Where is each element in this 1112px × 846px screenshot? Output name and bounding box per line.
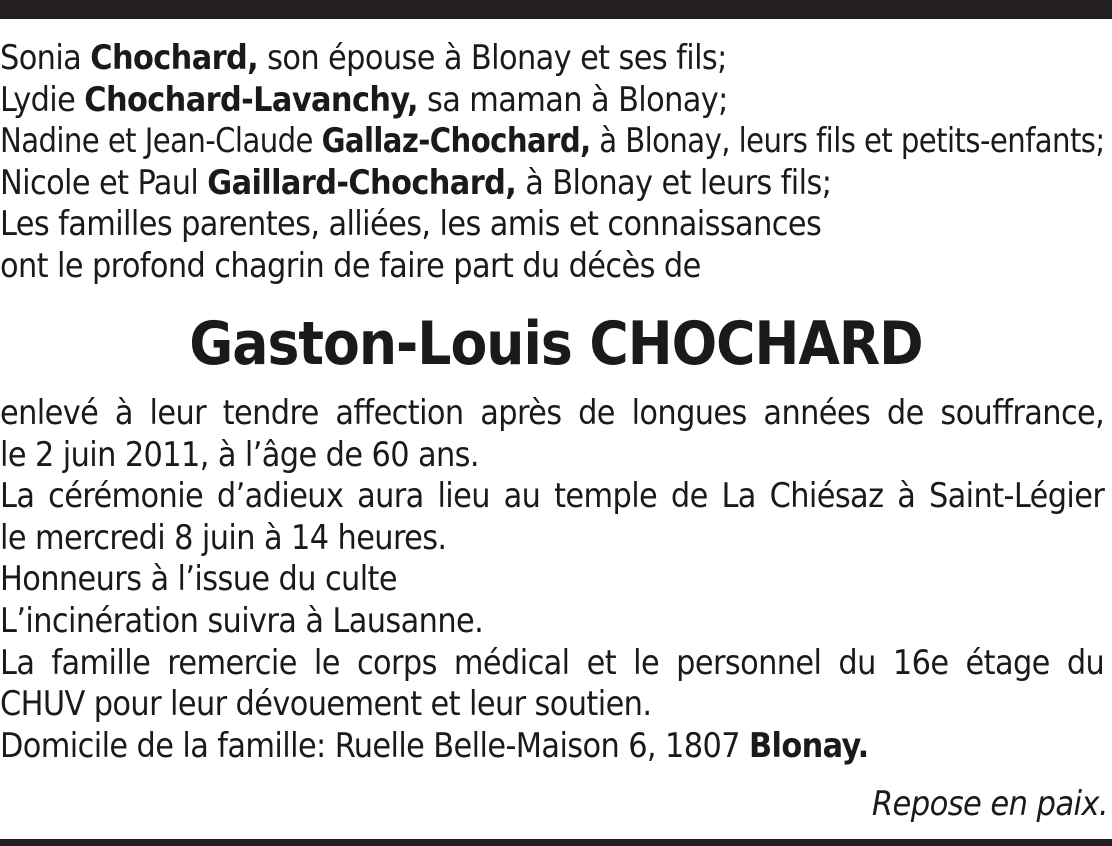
- family-line: [0, 38, 1104, 80]
- body-line: enlevé à leur tendre affection après de longues années de souffrance,: [0, 393, 1105, 433]
- family-name: Chochard-Lavanchy,: [84, 79, 418, 120]
- address-town: Blonay.: [748, 725, 869, 766]
- body-line: La famille remercie le corps médical et le personnel du 16e étage du: [0, 642, 1105, 683]
- address-text: Domicile de la famille: Ruelle Belle-Maison 6, 1807: [0, 725, 749, 766]
- family-name: Chochard,: [90, 38, 259, 78]
- bottom-rule: [0, 839, 1112, 846]
- relation-text: à Blonay et leurs fils;: [516, 162, 832, 203]
- closing-phrase: Repose en paix.: [871, 784, 1108, 824]
- address-line: [0, 726, 1104, 768]
- body-line: La cérémonie d’adieux aura lieu au temple de La Chiésaz à Saint-Légier: [0, 476, 1105, 517]
- body-line: CHUV pour leur dévouement et leur soutien.: [0, 684, 652, 725]
- family-name: Gaillard-Chochard,: [207, 162, 517, 203]
- announcement-line: ont le profond chagrin de faire part du décès de: [0, 245, 701, 286]
- body-line: le mercredi 8 juin à 14 heures.: [0, 517, 447, 558]
- relation-text: son épouse à Blonay et ses fils;: [258, 38, 727, 78]
- family-name: Gallaz-Chochard,: [321, 121, 591, 162]
- body-line: le 2 juin 2011, à l’âge de 60 ans.: [0, 434, 479, 475]
- relation-text: à Blonay, leurs fils et petits-enfants;: [590, 121, 1105, 162]
- family-line: [0, 121, 1105, 163]
- family-line: [0, 163, 1104, 205]
- first-name: Sonia: [0, 38, 91, 78]
- top-rule: [0, 0, 1112, 19]
- deceased-name: Gaston-Louis CHOCHARD: [189, 309, 923, 379]
- family-line: [0, 80, 1104, 122]
- body-line: Honneurs à l’issue du culte: [0, 559, 397, 600]
- relation-text: sa maman à Blonay;: [417, 79, 728, 120]
- families-line: Les familles parentes, alliées, les amis et connaissances: [0, 204, 822, 245]
- first-name: Lydie: [0, 79, 85, 120]
- first-name: Nicole et Paul: [0, 162, 208, 203]
- family-list: [0, 38, 1112, 288]
- first-name: Nadine et Jean-Claude: [0, 121, 322, 162]
- body-line: L’incinération suivra à Lausanne.: [0, 600, 484, 641]
- notice-body: [0, 393, 1112, 767]
